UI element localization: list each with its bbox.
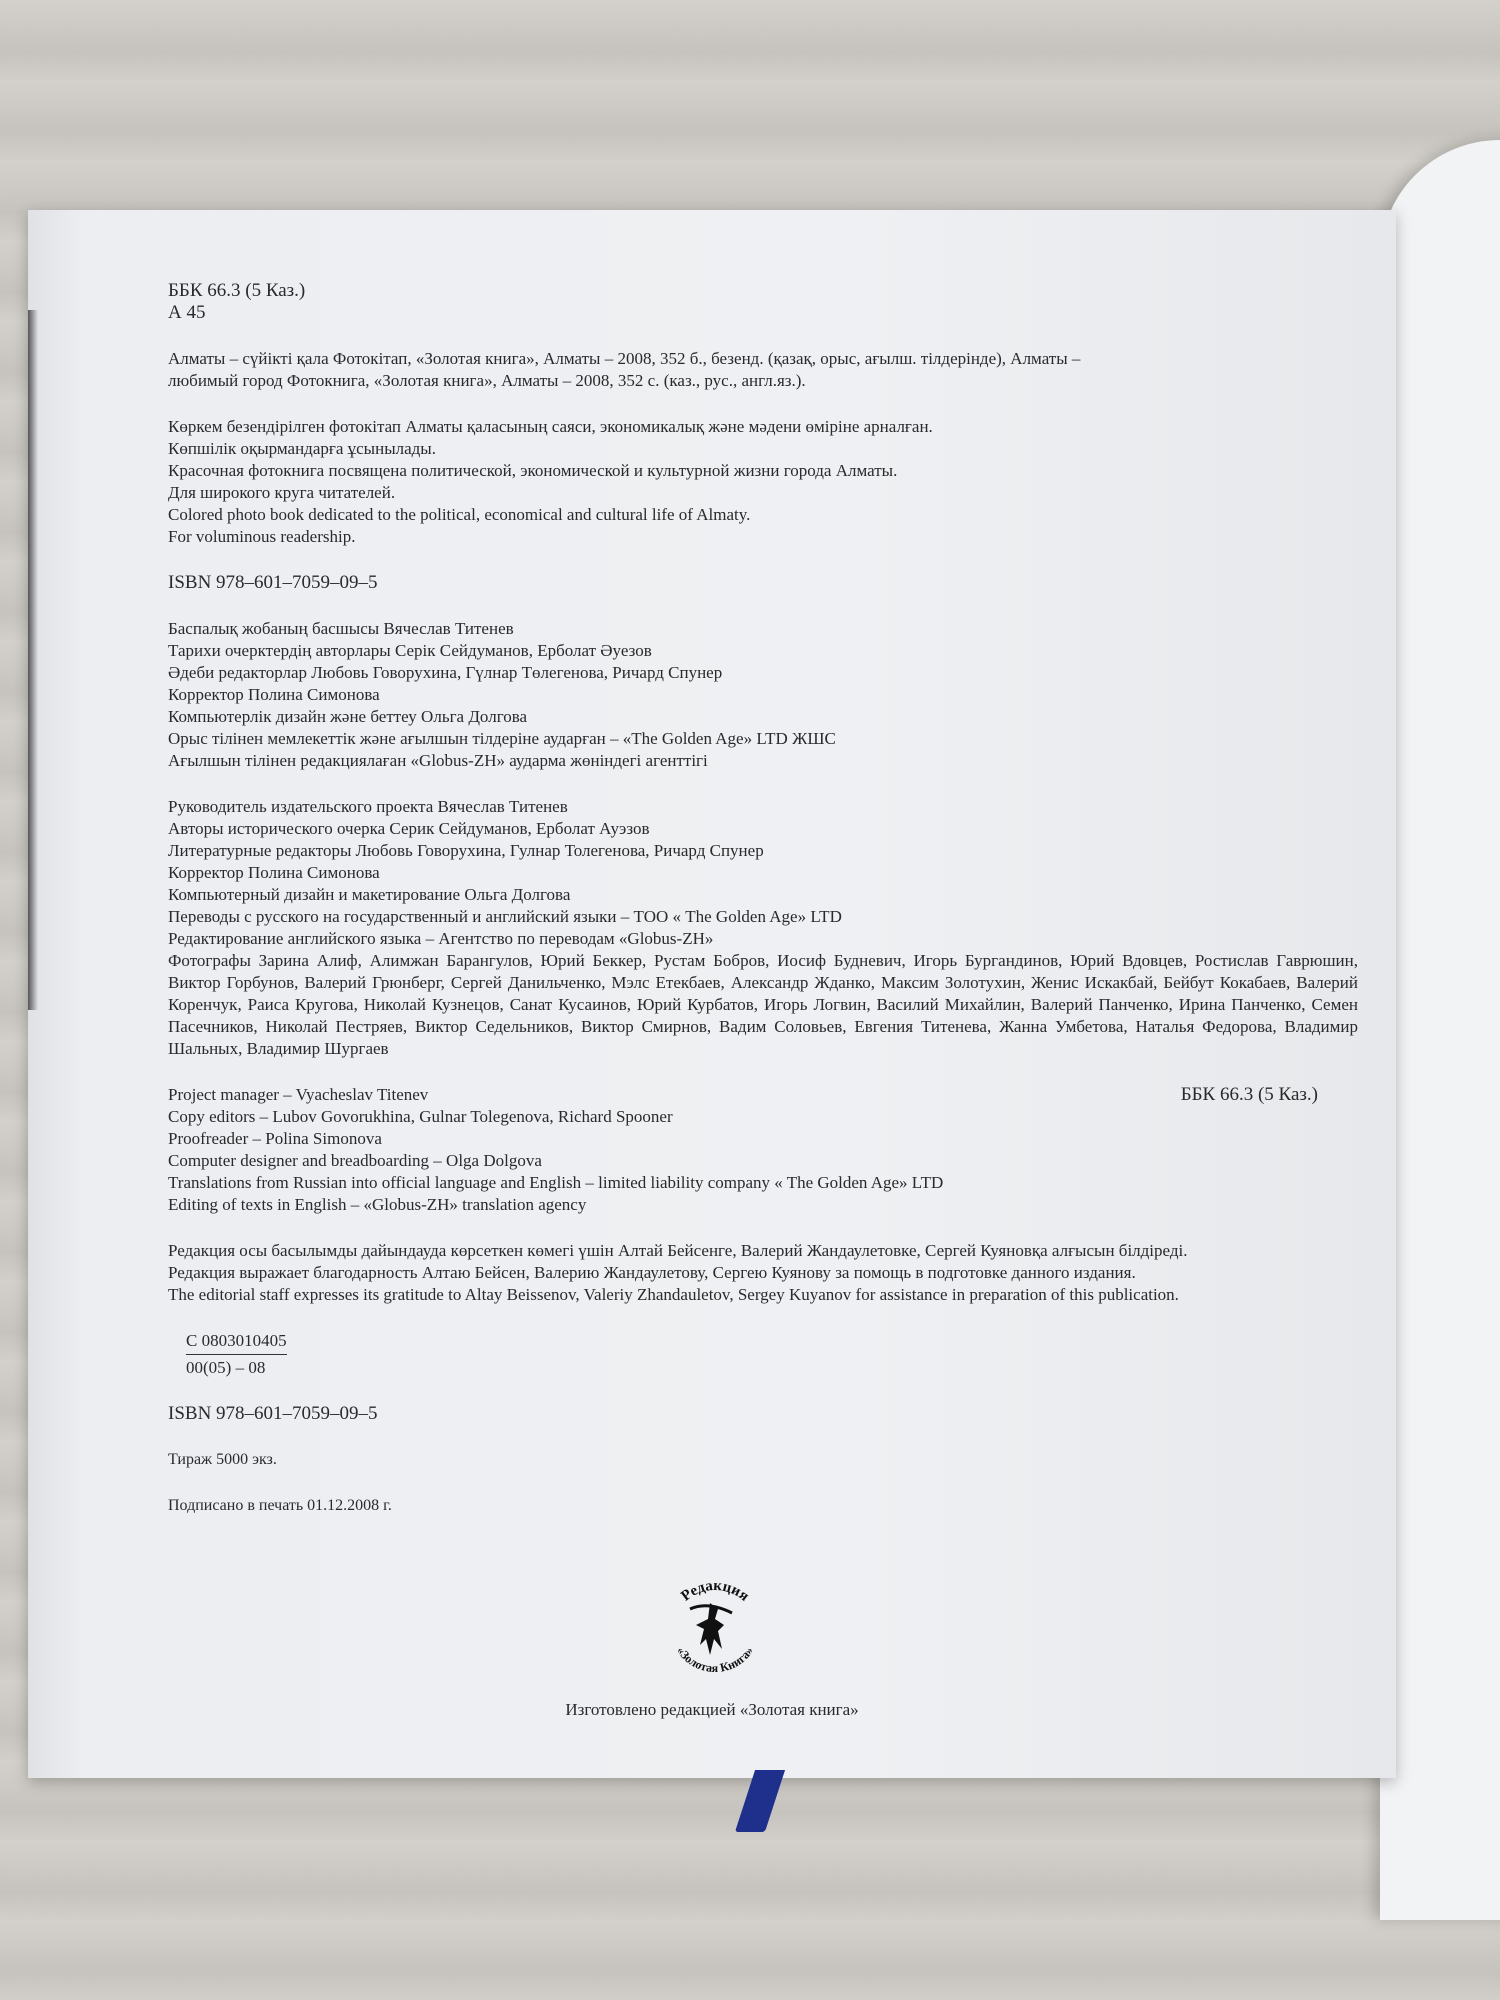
credit-line-kz: Әдеби редакторлар Любовь Говорухина, Гүлнар Төлегенова, Ричард Спунер xyxy=(168,663,723,682)
isbn-top: ISBN 978–601–7059–09–5 xyxy=(168,572,378,593)
gratitude-block xyxy=(168,1240,1358,1306)
description-line: Красочная фотокнига посвящена политической, экономической и культурной жизни города Алматы. xyxy=(168,461,898,480)
print-run: Тираж 5000 экз. xyxy=(168,1451,277,1468)
credit-line-kz: Корректор Полина Симонова xyxy=(168,685,380,704)
photographers-list: Фотографы Зарина Алиф, Алимжан Барангулов, Юрий Беккер, Рустам Бобров, Иосиф Будневич, Игорь Бургандинов, Юрий Вдовцев, Ростислав Гаврюшин, Виктор Горбунов, Валерий Грюнберг, Сергей Данильченко, Мэлс Етекбаев, Александр Жданко, Максим Золотухин, Женис Искакбай, Бейбут Кокабаев, Валерий Коренчук, Раиса Кругова, Николай Кузнецов, Санат Кусаинов, Юрий Курбатов, Игорь Логвин, Василий Михайлин, Валерий Панченко, Ирина Панченко, Семен Пасечников, Николай Пестряев, Виктор Седельников, Виктор Смирнов, Вадим Соловьев, Евгения Титенева, Жанна Умбетова, Наталья Федорова, Владимир Шальных, Владимир Шургаев xyxy=(168,951,1358,1058)
code-denominator: 00(05) – 08 xyxy=(186,1358,266,1377)
logo-bottom-text: «Золотая Книга» xyxy=(673,1644,757,1676)
credit-line-ru: Переводы с русского на государственный и английский языки – ТОО « The Golden Age» LTD xyxy=(168,907,842,926)
credit-line-kz: Орыс тілінен мемлекеттік және ағылшын тілдеріне аударған – «The Golden Age» LTD ЖШС xyxy=(168,729,836,748)
credit-line-en: Translations from Russian into official language and English – limited liability company « The Golden Age» LTD xyxy=(168,1173,944,1192)
isbn-bottom: ISBN 978–601–7059–09–5 xyxy=(168,1403,378,1424)
signed-block xyxy=(168,1495,1358,1517)
annotation-line-2: любимый город Фотокнига, «Золотая книга», Алматы – 2008, 352 с. (каз., рус., англ.яз.). xyxy=(168,371,806,390)
credit-line-en: Editing of texts in English – «Globus-ZH» translation agency xyxy=(168,1195,587,1214)
credit-line-kz: Компьютерлік дизайн және беттеу Ольга Долгова xyxy=(168,707,528,726)
credit-line-en: Computer designer and breadboarding – Olga Dolgova xyxy=(168,1151,542,1170)
code-frac-wrap xyxy=(186,1330,287,1379)
annotation-block xyxy=(168,348,1358,392)
book-page xyxy=(28,210,1396,1778)
description-line: Colored photo book dedicated to the political, economical and cultural life of Almaty. xyxy=(168,505,751,524)
svg-text:Редакция xyxy=(678,1578,752,1605)
credit-line-en: Project manager – Vyacheslav Titenev xyxy=(168,1085,429,1104)
credit-line-ru: Редактирование английского языка – Агентство по переводам «Globus-ZH» xyxy=(168,929,714,948)
annotation-line-1: Алматы – сүйікті қала Фотокітап, «Золотая книга», Алматы – 2008, 352 б., безенд. (қазақ, орыс, ағылш. тілдерінде), Алматы – xyxy=(168,349,1081,368)
credit-line-ru: Руководитель издательского проекта Вячеслав Титенев xyxy=(168,797,568,816)
credit-line-en: Proofreader – Polina Simonova xyxy=(168,1129,382,1148)
credit-line-kz: Баспалық жобаның басшысы Вячеслав Титенев xyxy=(168,619,514,638)
description-line: Көркем безендірілген фотокітап Алматы қаласының саяси, экономикалық және мәдени өміріне арналған. xyxy=(168,417,933,436)
bbk-code: ББК 66.3 (5 Каз.) xyxy=(168,280,306,301)
gratitude-en: The editorial staff expresses its gratitude to Altay Beissenov, Valeriy Zhandauletov, Sergey Kuyanov for assistance in preparation of this publication. xyxy=(168,1285,1179,1304)
credit-line-kz: Ағылшын тілінен редакциялаған «Globus-ZH» аударма жөніндегі агенттігі xyxy=(168,751,708,770)
credits-en-block xyxy=(168,1084,1358,1216)
bookmark-ribbon xyxy=(735,1770,785,1832)
gratitude-kz: Редакция осы басылымды дайындауда көрсеткен көмегі үшін Алтай Бейсенге, Валерий Жандаулетовке, Сергей Куяновқа алғысын білдіреді. xyxy=(168,1241,1188,1260)
code-numerator: С 0803010405 xyxy=(186,1330,287,1355)
description-block xyxy=(168,416,1358,548)
adjacent-page xyxy=(1380,140,1500,1920)
isbn-bottom-block xyxy=(168,1403,1358,1425)
credits-kz-block xyxy=(168,618,1358,772)
credit-line-ru: Литературные редакторы Любовь Говорухина, Гулнар Толегенова, Ричард Спунер xyxy=(168,841,764,860)
description-line: For voluminous readership. xyxy=(168,527,356,546)
credits-ru-block xyxy=(168,796,1358,1060)
print-run-block xyxy=(168,1449,1358,1471)
header-block xyxy=(168,280,1358,324)
svg-text:«Золотая Книга» xyxy=(674,1644,756,1675)
credit-line-en: Copy editors – Lubov Govorukhina, Gulnar Tolegenova, Richard Spooner xyxy=(168,1107,673,1126)
description-line: Для широкого круга читателей. xyxy=(168,483,396,502)
logo-top-text: Редакция xyxy=(678,1577,752,1605)
credit-line-ru: Корректор Полина Симонова xyxy=(168,863,380,882)
isbn-top-block xyxy=(168,572,1358,594)
code-fraction xyxy=(168,1330,1358,1379)
spine-shadow xyxy=(28,310,38,1010)
credit-line-ru: Компьютерный дизайн и макетирование Ольга Долгова xyxy=(168,885,571,904)
made-by-note: Изготовлено редакцией «Золотая книга» xyxy=(565,1700,859,1719)
imprint-content xyxy=(168,280,1358,1541)
publisher-logo-icon xyxy=(660,1575,770,1685)
credit-line-kz: Тарихи очерктердің авторлары Серік Сейдуманов, Ерболат Әуезов xyxy=(168,641,652,660)
author-index: А 45 xyxy=(168,302,206,323)
bbk-code-right: ББК 66.3 (5 Каз.) xyxy=(1180,1084,1318,1105)
description-line: Көпшілік оқырмандарға ұсынылады. xyxy=(168,439,436,458)
credit-line-ru: Авторы исторического очерка Серик Сейдуманов, Ерболат Ауэзов xyxy=(168,819,650,838)
signed-date: Подписано в печать 01.12.2008 г. xyxy=(168,1497,392,1514)
gratitude-ru: Редакция выражает благодарность Алтаю Бейсен, Валерию Жандаулетову, Сергею Куянову за помощь в подготовке данного издания. xyxy=(168,1263,1136,1282)
